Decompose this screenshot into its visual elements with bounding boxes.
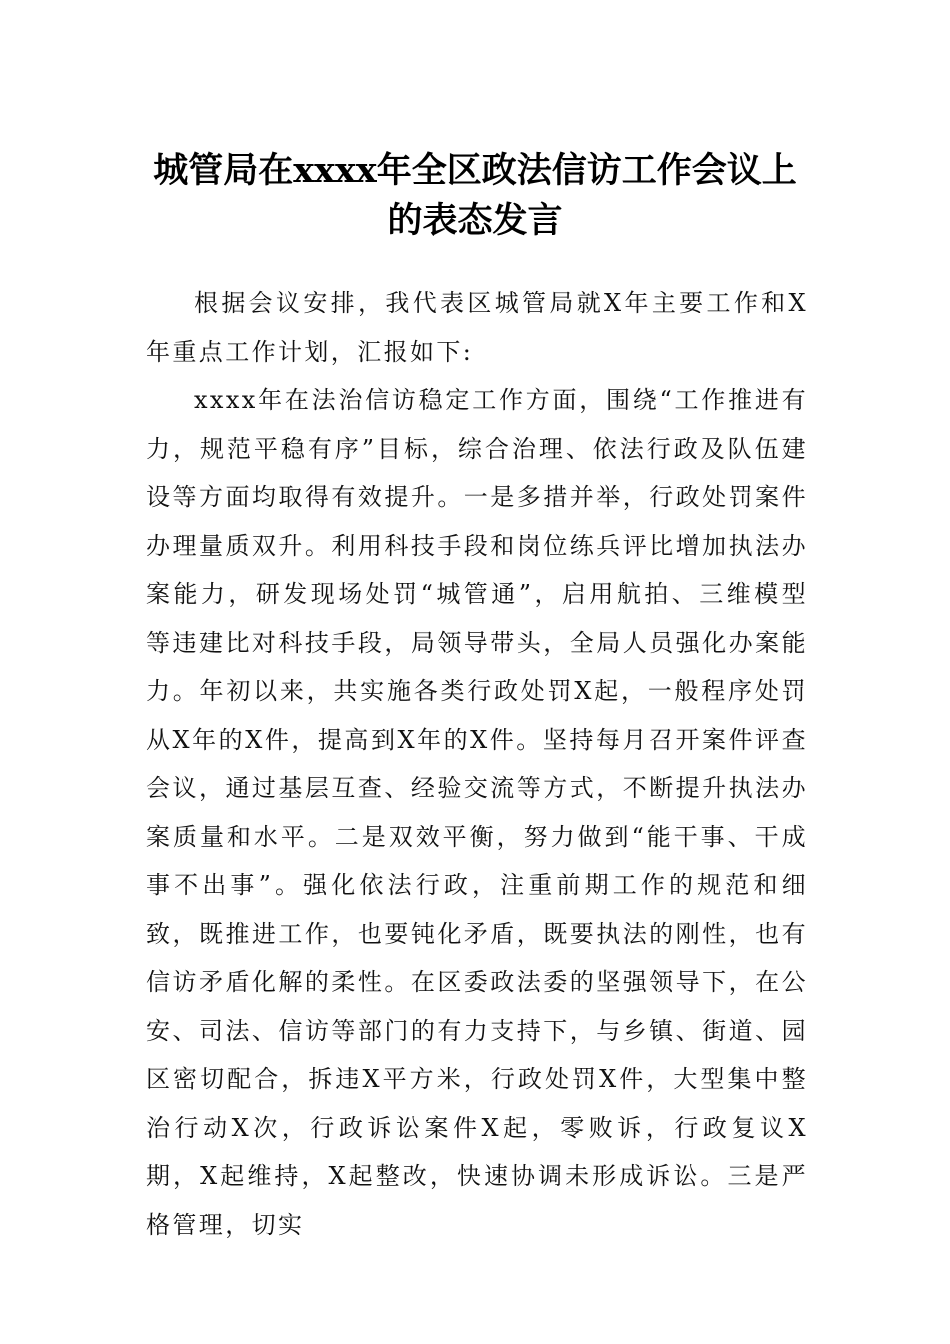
paragraph-intro: 根据会议安排，我代表区城管局就X年主要工作和X年重点工作计划，汇报如下:	[146, 289, 808, 366]
document-title: 城管局在xxxx年全区政法信访工作会议上的表态发言	[153, 150, 797, 241]
paragraph-work-summary: xxxx年在法治信访稳定工作方面，围绕“工作推进有力，规范平稳有序”目标，综合治理、依法行政及队伍建设等方面均取得有效提升。一是多措并举，行政处罚案件办理量质双升。利用科技手段和岗位练兵评比增加执法办案能力，研发现场处罚“城管通”，启用航拍、三维模型等违建比对科技手段，局领导带头，全局人员强化办案能力。年初以来，共实施各类行政处罚X起，一般程序处罚从X年的X件，提高到X年的X件。坚持每月召开案件评查会议，通过基层互查、经验交流等方式，不断提升执法办案质量和水平。二是双效平衡，努力做到“能干事、干成事不出事”。强化依法行政，注重前期工作的规范和细致，既推进工作，也要钝化矛盾，既要执法的刚性，也有信访矛盾化解的柔性。在区委政法委的坚强领导下，在公安、司法、信访等部门的有力支持下，与乡镇、街道、园区密切配合，拆违X平方米，行政处罚X件，大型集中整治行动X次，行政诉讼案件X起，零败诉，行政复议X期，X起维持，X起整改，快速协调未形成诉讼。三是严格管理，切实	[146, 386, 808, 1239]
document-body	[146, 279, 808, 1249]
